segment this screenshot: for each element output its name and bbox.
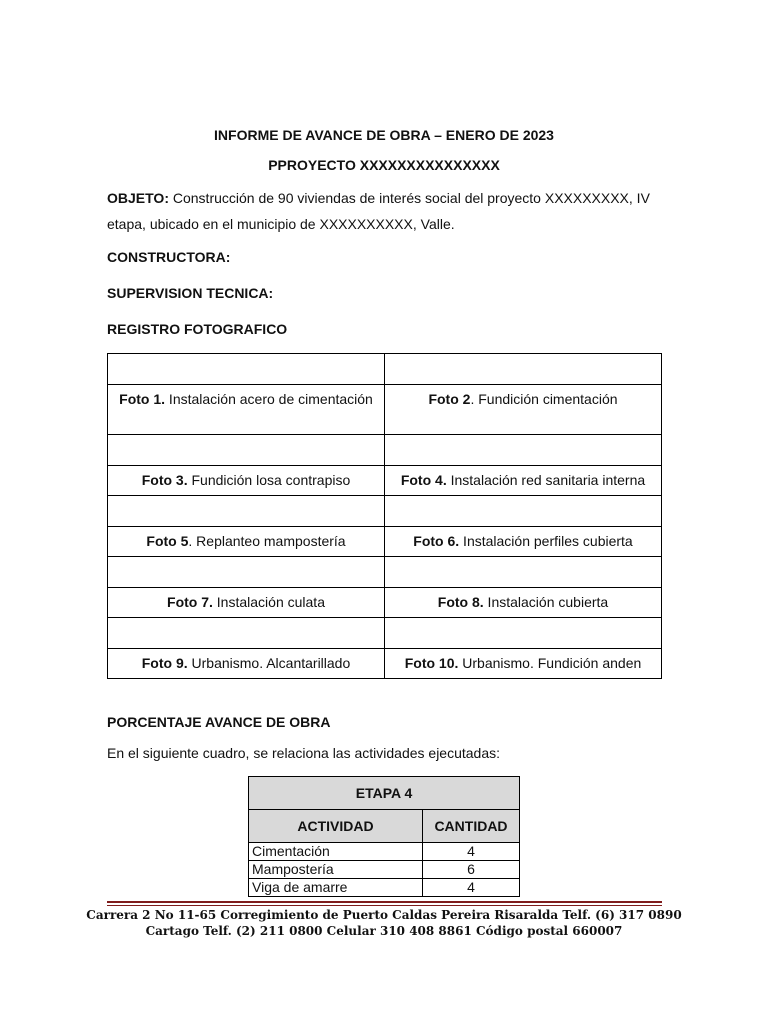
photo-caption-1: [108, 385, 385, 435]
photo-cell-8: [385, 557, 662, 588]
footer-rule: [107, 901, 662, 903]
caption-label: Foto 9.: [141, 655, 188, 671]
caption-text: Fundición losa contrapiso: [187, 472, 351, 488]
caption-text: Urbanismo. Fundición anden: [458, 655, 642, 671]
table-row: [249, 861, 520, 879]
activity-cell: Cimentación: [249, 843, 423, 861]
photo-caption-3: [108, 466, 385, 496]
caption-label: Foto 4.: [400, 472, 447, 488]
column-header-actividad: ACTIVIDAD: [249, 810, 423, 843]
column-header-cantidad: CANTIDAD: [423, 810, 520, 843]
quantity-cell: 4: [423, 843, 520, 861]
caption-text: . Replanteo mampostería: [188, 533, 346, 549]
supervision-label: SUPERVISION TECNICA:: [107, 285, 274, 301]
project-name: PPROYECTO XXXXXXXXXXXXXXX: [268, 157, 500, 173]
photo-cell-6: [385, 496, 662, 527]
photo-row: [108, 496, 662, 527]
objeto-text: Construcción de 90 viviendas de interés social del proyecto XXXXXXXXX, IV etapa, ubicado en el municipio de XXXXXXXXXX, Valle.: [107, 190, 650, 232]
caption-text: Urbanismo. Alcantarillado: [187, 655, 351, 671]
photo-cell-1: [108, 354, 385, 385]
objeto-label: OBJETO:: [107, 190, 169, 206]
activity-cell: Mampostería: [249, 861, 423, 879]
caption-text: Instalación acero de cimentación: [165, 391, 373, 407]
photo-caption-7: [108, 588, 385, 618]
objeto-paragraph: [107, 185, 667, 237]
photo-cell-2: [385, 354, 662, 385]
etapa-table: [248, 776, 520, 897]
photo-caption-4: [385, 466, 662, 496]
photo-row: [108, 354, 662, 385]
caption-text: Instalación perfiles cubierta: [459, 533, 633, 549]
quantity-cell: 4: [423, 879, 520, 897]
caption-label: Foto 2: [428, 391, 471, 407]
table-row: [249, 879, 520, 897]
caption-row: [108, 649, 662, 679]
caption-label: Foto 10.: [404, 655, 459, 671]
caption-text: . Fundición cimentación: [470, 391, 618, 407]
caption-row: [108, 527, 662, 557]
quantity-cell: 6: [423, 861, 520, 879]
caption-text: Instalación red sanitaria interna: [446, 472, 646, 488]
report-title: INFORME DE AVANCE DE OBRA – ENERO DE 2023: [214, 127, 554, 143]
footer-address: Carrera 2 No 11-65 Corregimiento de Puerto Caldas Pereira Risaralda Telf. (6) 317 0890: [86, 908, 682, 922]
photo-cell-7: [108, 557, 385, 588]
photo-row: [108, 435, 662, 466]
caption-row: [108, 466, 662, 496]
photo-cell-3: [108, 435, 385, 466]
etapa-title-row: [249, 777, 520, 810]
footer-rule-thin: [107, 905, 662, 906]
caption-label: Foto 5: [146, 533, 189, 549]
photo-caption-10: [385, 649, 662, 679]
photo-row: [108, 618, 662, 649]
photo-cell-9: [108, 618, 385, 649]
photo-caption-2: [385, 385, 662, 435]
photo-cell-5: [108, 496, 385, 527]
footer-contact: Cartago Telf. (2) 211 0800 Celular 310 408 8861 Código postal 660007: [145, 924, 623, 938]
caption-label: Foto 3.: [141, 472, 188, 488]
photo-table: [107, 353, 662, 679]
caption-label: Foto 6.: [413, 533, 460, 549]
photo-caption-8: [385, 588, 662, 618]
caption-label: Foto 8.: [437, 594, 484, 610]
caption-label: Foto 7.: [167, 594, 213, 610]
caption-label: Foto 1.: [119, 391, 166, 407]
intro-text: En el siguiente cuadro, se relaciona las actividades ejecutadas:: [107, 745, 501, 761]
photo-cell-10: [385, 618, 662, 649]
caption-row: [108, 385, 662, 435]
caption-row: [108, 588, 662, 618]
etapa-title: ETAPA 4: [249, 777, 520, 810]
registro-fotografico-heading: REGISTRO FOTOGRAFICO: [107, 321, 288, 337]
table-row: [249, 843, 520, 861]
photo-row: [108, 557, 662, 588]
photo-caption-9: [108, 649, 385, 679]
porcentaje-heading: PORCENTAJE AVANCE DE OBRA: [107, 714, 331, 730]
photo-caption-5: [108, 527, 385, 557]
caption-text: Instalación cubierta: [483, 594, 609, 610]
caption-text: Instalación culata: [212, 594, 325, 610]
etapa-header-row: [249, 810, 520, 843]
photo-caption-6: [385, 527, 662, 557]
constructora-label: CONSTRUCTORA:: [107, 249, 231, 265]
photo-cell-4: [385, 435, 662, 466]
activity-cell: Viga de amarre: [249, 879, 423, 897]
